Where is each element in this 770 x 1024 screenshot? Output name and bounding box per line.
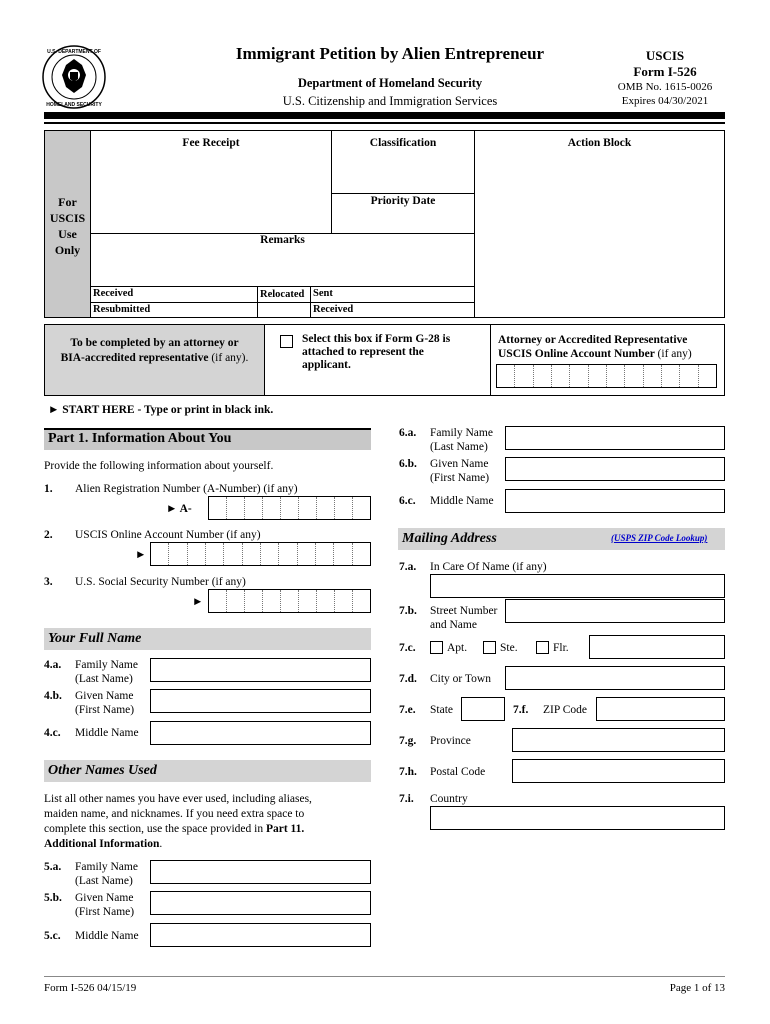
- given-name-label: Given Name (First Name): [75, 690, 135, 716]
- dept-name: Department of Homeland Security: [297, 76, 483, 90]
- resubmitted-label: Resubmitted: [93, 304, 151, 315]
- g28-checkbox[interactable]: [280, 335, 293, 348]
- priority-date-label: Priority Date: [370, 195, 436, 207]
- classification-label: Classification: [369, 137, 437, 149]
- city-input[interactable]: [505, 666, 725, 690]
- mailing-address-title: Mailing Address: [402, 531, 497, 546]
- state-label: State: [430, 704, 453, 716]
- province-label: Province: [430, 735, 471, 747]
- uscis-account-label: USCIS Online Account Number (if any): [75, 529, 261, 541]
- svg-text:HOMELAND SECURITY: HOMELAND SECURITY: [46, 102, 102, 108]
- received-label: Received: [93, 288, 134, 299]
- a-number-prefix: ► A-: [166, 503, 192, 515]
- given-name-input[interactable]: [150, 689, 371, 713]
- agency-name: U.S. Citizenship and Immigration Services: [282, 94, 498, 108]
- street-label: Street Number and Name: [430, 605, 498, 631]
- zip-label: ZIP Code: [543, 704, 587, 716]
- dhs-seal: [42, 45, 106, 109]
- rep-account-label: Attorney or Accredited Representative USCIS Online Account Number (if any): [498, 334, 692, 360]
- street-input[interactable]: [505, 599, 725, 623]
- care-of-label: In Care Of Name (if any): [430, 561, 547, 573]
- other-given-name-label: Given Name (First Name): [75, 892, 135, 918]
- other-middle-name-input[interactable]: [150, 923, 371, 947]
- omb-number: OMB No. 1615-0026: [617, 81, 713, 93]
- remarks-label: Remarks: [260, 234, 305, 246]
- flr-label: Flr.: [553, 642, 569, 654]
- header-rule: [44, 112, 725, 119]
- form-number: Form I-526: [633, 64, 697, 79]
- postal-code-label: Postal Code: [430, 766, 486, 778]
- action-block-label: Action Block: [567, 137, 632, 149]
- apt-checkbox[interactable]: [430, 641, 443, 654]
- middle-name-input[interactable]: [150, 721, 371, 745]
- sent-label: Sent: [313, 288, 333, 299]
- svg-text:U.S. DEPARTMENT OF: U.S. DEPARTMENT OF: [47, 49, 101, 55]
- start-here: ► START HERE - Type or print in black ink.: [48, 404, 274, 416]
- a-number-label: Alien Registration Number (A-Number) (if any): [75, 483, 298, 495]
- other-names-text: List all other names you have ever used, including aliases, maiden name, and nicknames. If you need extra space to complete this section, use the space provided in Part 11. Additional Information.: [44, 793, 312, 850]
- r-family-name-input[interactable]: [505, 426, 725, 450]
- r-given-name-label: Given Name (First Name): [430, 458, 490, 484]
- full-name-title: Your Full Name: [48, 631, 142, 646]
- city-label: City or Town: [430, 673, 491, 685]
- family-name-input[interactable]: [150, 658, 371, 682]
- header-rule-thin: [44, 122, 725, 124]
- province-input[interactable]: [512, 728, 725, 752]
- ssn-label: U.S. Social Security Number (if any): [75, 576, 246, 588]
- family-name-label: Family Name (Last Name): [75, 659, 138, 685]
- postal-code-input[interactable]: [512, 759, 725, 783]
- other-family-name-input[interactable]: [150, 860, 371, 884]
- uscis-label: USCIS: [645, 48, 685, 63]
- care-of-input[interactable]: [430, 574, 725, 598]
- office-use-box: [44, 130, 725, 318]
- zip-input[interactable]: [596, 697, 725, 721]
- expiry-date: Expires 04/30/2021: [621, 95, 709, 107]
- other-names-title: Other Names Used: [48, 763, 157, 778]
- attorney-instructions: To be completed by an attorney or BIA-accredited representative (if any).: [60, 337, 249, 364]
- apt-label: Apt.: [447, 642, 468, 654]
- r-middle-name-label: Middle Name: [430, 495, 494, 507]
- zip-lookup-link[interactable]: (USPS ZIP Code Lookup): [611, 533, 708, 543]
- g28-label: Select this box if Form G-28 is attached to represent the applicant.: [302, 333, 451, 371]
- r-middle-name-input[interactable]: [505, 489, 725, 513]
- part1-intro: Provide the following information about yourself.: [44, 460, 274, 472]
- fee-receipt-label: Fee Receipt: [182, 137, 240, 149]
- middle-name-label: Middle Name: [75, 727, 139, 739]
- country-label: Country: [430, 793, 468, 805]
- footer-form-id: Form I-526 04/15/19: [44, 982, 137, 994]
- apt-number-input[interactable]: [589, 635, 725, 659]
- other-family-name-label: Family Name (Last Name): [75, 861, 138, 887]
- a-number-input[interactable]: [208, 496, 371, 520]
- footer-page-number: Page 1 of 13: [669, 982, 725, 994]
- for-uscis-use-only: For USCIS Use Only: [49, 195, 86, 257]
- country-input[interactable]: [430, 806, 725, 830]
- flr-checkbox[interactable]: [536, 641, 549, 654]
- state-select[interactable]: [461, 697, 505, 721]
- other-given-name-input[interactable]: [150, 891, 371, 915]
- relocated-label: Relocated: [260, 289, 305, 300]
- r-family-name-label: Family Name (Last Name): [430, 427, 493, 453]
- ssn-input[interactable]: [208, 589, 371, 613]
- ste-checkbox[interactable]: [483, 641, 496, 654]
- footer-rule: [44, 976, 725, 977]
- other-middle-name-label: Middle Name: [75, 930, 139, 942]
- uscis-account-input[interactable]: [150, 542, 371, 566]
- uscis-account-arrow: ►: [135, 549, 147, 561]
- received2-label: Received: [313, 304, 354, 315]
- ste-label: Ste.: [500, 642, 518, 654]
- rep-account-number-input[interactable]: [496, 364, 717, 388]
- part1-title: Part 1. Information About You: [48, 431, 232, 446]
- ssn-arrow: ►: [192, 596, 204, 608]
- r-given-name-input[interactable]: [505, 457, 725, 481]
- form-title: Immigrant Petition by Alien Entrepreneur: [235, 44, 545, 63]
